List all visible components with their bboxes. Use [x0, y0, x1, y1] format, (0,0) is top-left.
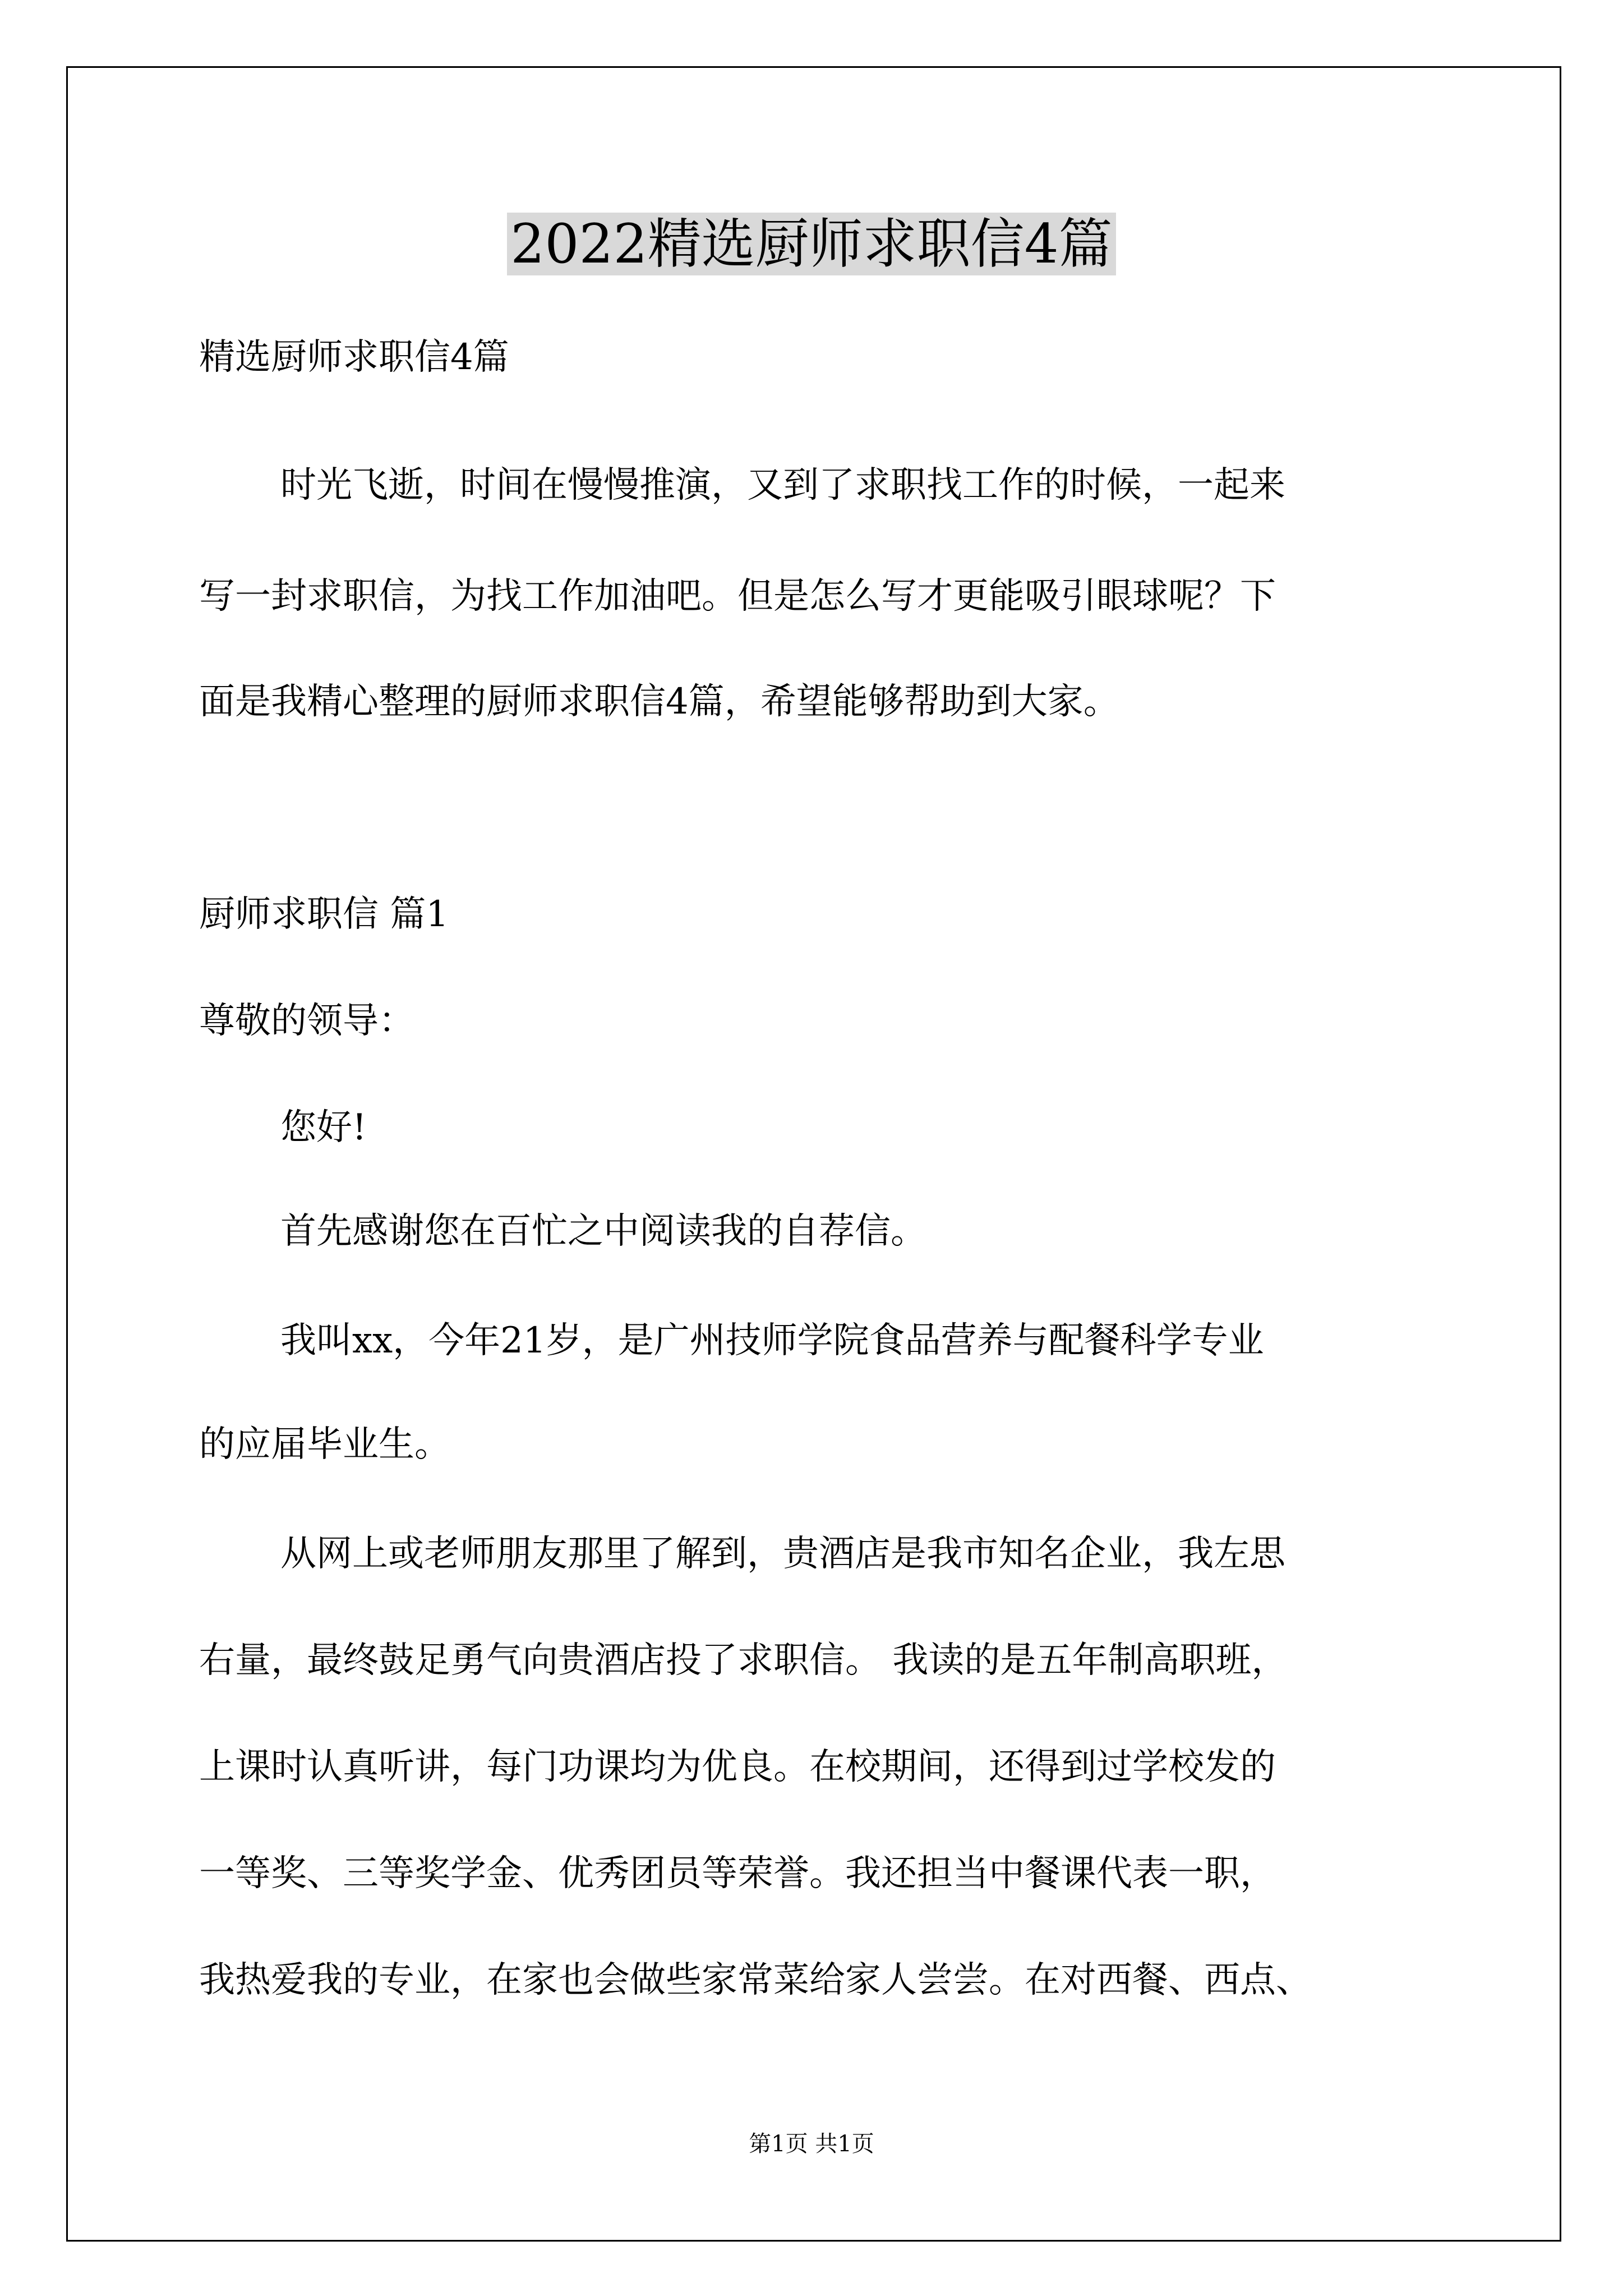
- salutation: 尊敬的领导：: [199, 1000, 414, 1042]
- paragraph-thanks: 首先感谢您在百忙之中阅读我的自荐信。: [280, 1211, 926, 1252]
- page-footer: 第1页 共1页: [749, 2131, 874, 2157]
- paragraph-body-line: 上课时认真听讲，每门功课均为优良。在校期间，还得到过学校发的: [199, 1746, 1276, 1788]
- paragraph-intro-line: 我叫xx，今年21岁，是广州技师学院食品营养与配餐科学专业: [280, 1320, 1264, 1361]
- page-border: [66, 66, 1561, 2242]
- paragraph-body-line: 右量，最终鼓足勇气向贵酒店投了求职信。 我读的是五年制高职班，: [199, 1640, 1288, 1681]
- intro-line: 时光飞逝，时间在慢慢推演，又到了求职找工作的时候，一起来: [280, 464, 1285, 506]
- greeting: 您好!: [280, 1107, 367, 1148]
- paragraph-body-line: 从网上或老师朋友那里了解到，贵酒店是我市知名企业，我左思: [280, 1533, 1285, 1575]
- paragraph-body-line: 我热爱我的专业，在家也会做些家常菜给家人尝尝。在对西餐、西点、: [199, 1959, 1312, 2001]
- section-heading: 厨师求职信 篇1: [199, 894, 449, 935]
- document-title-text: 2022精选厨师求职信4篇: [507, 213, 1115, 275]
- document-title: [0, 205, 1623, 283]
- intro-line: 面是我精心整理的厨师求职信4篇，希望能够帮助到大家。: [199, 681, 1119, 723]
- intro-line: 写一封求职信，为找工作加油吧。但是怎么写才更能吸引眼球呢？下: [199, 576, 1276, 617]
- document-subtitle: 精选厨师求职信4篇: [199, 337, 509, 378]
- paragraph-intro-line: 的应届毕业生。: [199, 1424, 450, 1465]
- paragraph-body-line: 一等奖、三等奖学金、优秀团员等荣誉。我还担当中餐课代表一职，: [199, 1853, 1276, 1894]
